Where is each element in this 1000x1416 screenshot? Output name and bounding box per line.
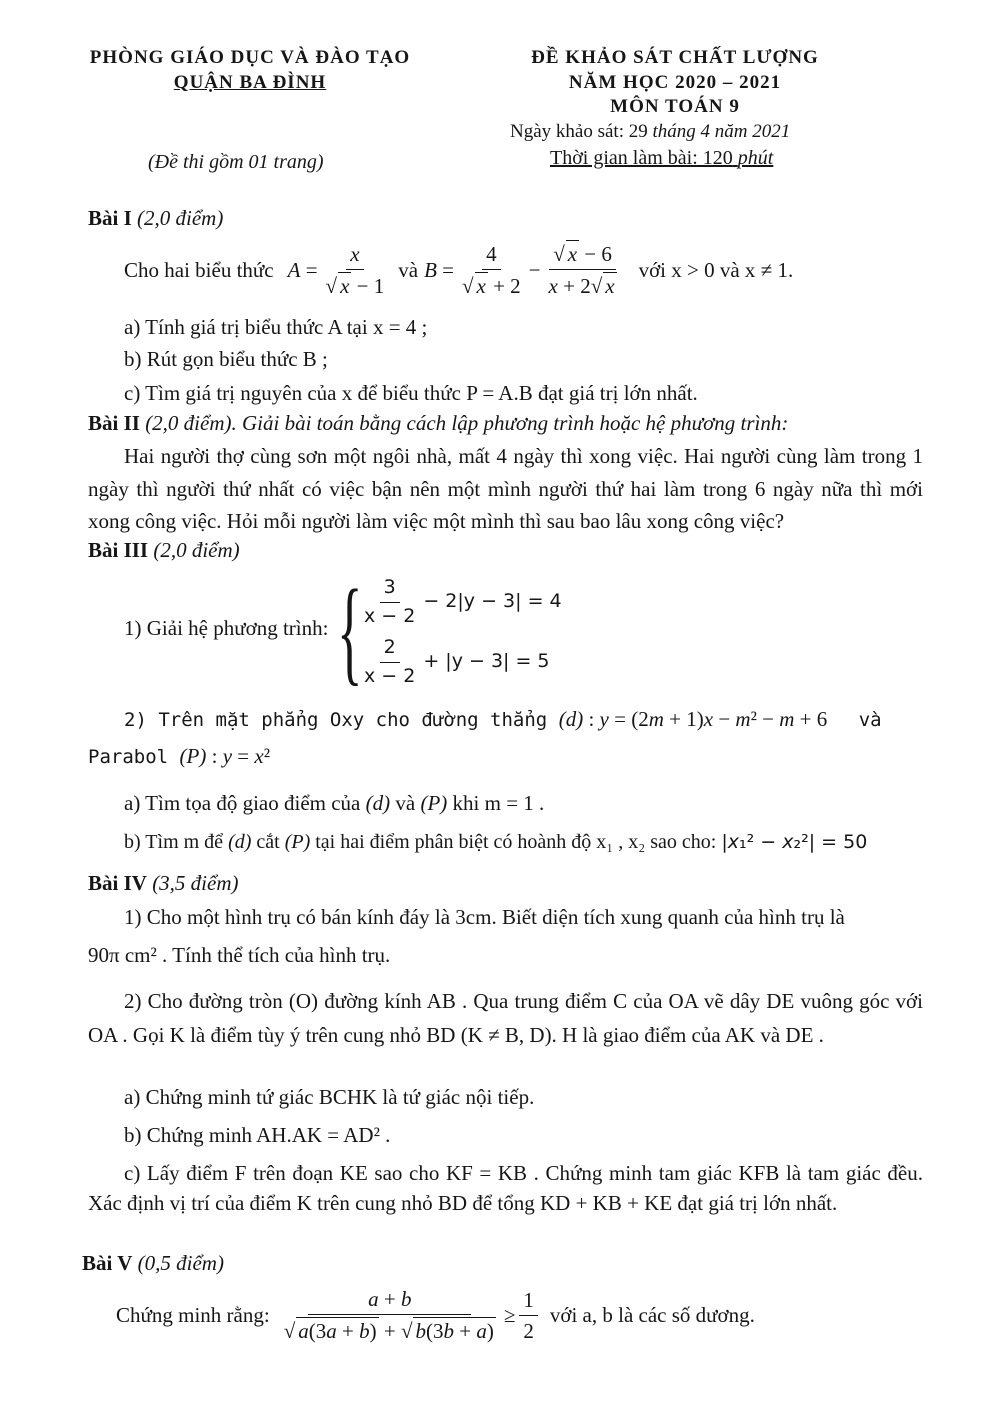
header-right — [480, 46, 870, 120]
fraction-B2: $\frac{√ x - 6}{x + 2√ x}$ — [548, 242, 615, 299]
bai5-inequality: Chứng minh rằng: $\frac{a + b}{√ a(3a + b) + √ b(3b + a)}$ ≥ $\frac{1}{2}$ với a, b là các số dương. — [116, 1287, 755, 1344]
bai3-q2-line1: 2) Trên mặt phẳng Oxy cho đường thẳng (d) : y = (2m + 1)x − m² − m + 6 và — [124, 707, 882, 731]
bai2-problem-text: Hai người thợ cùng sơn một ngôi nhà, mất 4 ngày thì xong việc. Hai người cùng làm trong 1 ngày thì người thứ nhất có việc bận nên một mình người thứ hai làm trong 6 ngày nữa thì mới xong công việc. Hỏi mỗi người làm việc một mình thì sau bao lâu xong công việc? — [88, 444, 923, 534]
bai1-expressions: Cho hai biểu thức A = $\frac{x}{√ x - 1}$ và B = $\frac{4}{√ x + 2}$ − $\frac{√ x - 6}{x + 2√ x}$ với x > 0 và x ≠ 1. — [124, 241, 794, 299]
bai4-part-b: b) Chứng minh AH.AK = AD² . — [124, 1123, 391, 1147]
bai1-heading: Bài I (2,0 điểm) — [88, 206, 224, 230]
bai4-q2: 2) Cho đường tròn (O) đường kính AB . Qua trung điểm C của OA vẽ dây DE vuông góc với OA . Gọi K là điểm tùy ý trên cung nhỏ BD (K ≠ B, D). H là giao điểm của AK và DE . — [88, 989, 923, 1048]
exam-duration: Thời gian làm bài: 120 phút — [550, 147, 774, 169]
bai4-part-a: a) Chứng minh tứ giác BCHK là tứ giác nội tiếp. — [124, 1085, 535, 1109]
fraction-B1: $\frac{4}{√ x + 2}$ — [461, 241, 521, 298]
header-left — [70, 46, 430, 95]
bai5-heading: Bài V (0,5 điểm) — [82, 1251, 224, 1275]
department-name: PHÒNG GIÁO DỤC VÀ ĐÀO TẠO — [89, 47, 411, 68]
bai3-q2-line2: Parabol (P) : y = x² — [88, 744, 270, 768]
district-name: QUẬN BA ĐÌNH — [173, 71, 327, 93]
bai3-part-a: a) Tìm tọa độ giao điểm của (d) và (P) khi m = 1 . — [124, 791, 545, 815]
bai1-part-b: b) Rút gọn biểu thức B ; — [124, 347, 328, 371]
bai3-q1-label: 1) Giải hệ phương trình: — [124, 616, 329, 640]
bai2-heading: Bài II (2,0 điểm). Giải bài toán bằng cách lập phương trình hoặc hệ phương trình: — [88, 411, 789, 435]
bai4-q1-line1: 1) Cho một hình trụ có bán kính đáy là 3cm. Biết diện tích xung quanh của hình trụ là — [124, 905, 845, 929]
subject: MÔN TOÁN 9 — [610, 96, 740, 118]
exam-date: Ngày khảo sát: 29 tháng 4 năm 2021 — [510, 121, 791, 142]
inequality-fraction: $\frac{a + b}{√ a(3a + b) + √ b(3b + a)}$ — [283, 1287, 494, 1344]
school-year: NĂM HỌC 2020 – 2021 — [568, 71, 782, 93]
bai4-q1-line2: 90π cm² . Tính thể tích của hình trụ. — [88, 943, 391, 967]
bai3-part-b: b) Tìm m để (d) cắt (P) tại hai điểm phân biệt có hoành độ x₁ , x₂ sao cho: |x₁² − x₂²| = 50 — [124, 831, 868, 853]
bai3-heading: Bài III (2,0 điểm) — [88, 538, 240, 562]
bai1-part-c: c) Tìm giá trị nguyên của x để biểu thức P = A.B đạt giá trị lớn nhất. — [124, 381, 698, 405]
exam-title: ĐỀ KHẢO SÁT CHẤT LƯỢNG — [531, 47, 819, 68]
bai1-part-a: a) Tính giá trị biểu thức A tại x = 4 ; — [124, 315, 428, 339]
bai4-heading: Bài IV (3,5 điểm) — [88, 871, 239, 895]
system-brace: { — [337, 565, 363, 696]
bai4-part-c: c) Lấy điểm F trên đoạn KE sao cho KF = KB . Chứng minh tam giác KFB là tam giác đều. Xác định vị trí của điểm K trên cung nhỏ BD để tổng KD + KB + KE đạt giá trị lớn nhất. — [88, 1161, 923, 1216]
system-eq1: $\frac{3}{x - 2}$ − 2|y − 3| = 4 — [364, 576, 562, 627]
page-count-note: (Đề thi gồm 01 trang) — [148, 151, 324, 173]
system-eq2: $\frac{2}{x - 2}$ + |y − 3| = 5 — [364, 636, 550, 687]
fraction-A: $\frac{x}{√ x - 1}$ — [325, 241, 385, 298]
